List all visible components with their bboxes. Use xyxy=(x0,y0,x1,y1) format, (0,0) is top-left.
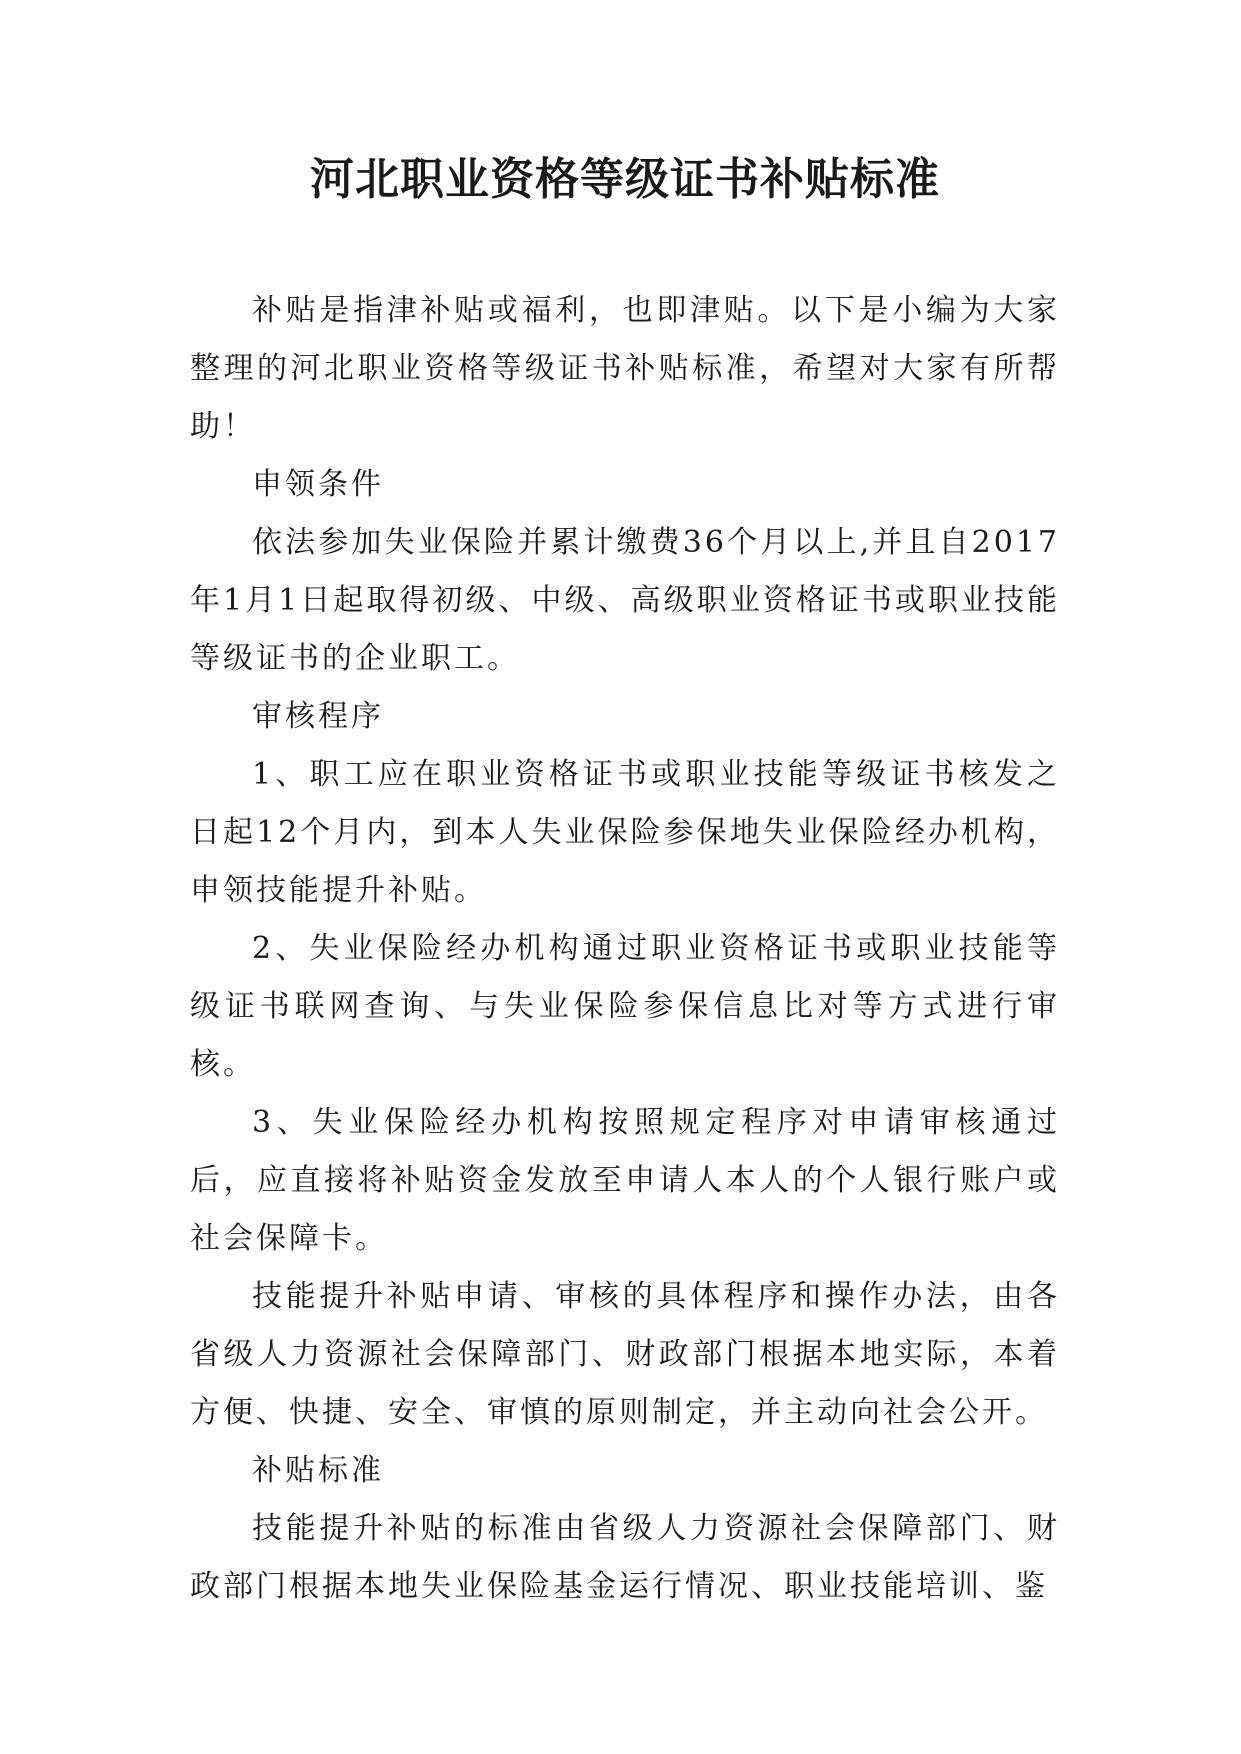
procedure-note-paragraph: 技能提升补贴申请、审核的具体程序和操作办法，由各省级人力资源社会保障部门、财政部门根据本地实际，本着方便、快捷、安全、审慎的原则制定，并主动向社会公开。 xyxy=(190,1279,1060,1430)
subsidy-standard-paragraph: 技能提升补贴的标准由省级人力资源社会保障部门、财政部门根据本地失业保险基金运行情况、职业技能培训、鉴 xyxy=(190,1511,1060,1604)
section-heading-subsidy-standard: 补贴标准 xyxy=(252,1453,384,1488)
document-body xyxy=(190,282,1060,1616)
document-title: 河北职业资格等级证书补贴标准 xyxy=(310,154,940,205)
procedure-step-3: 3、失业保险经办机构按照规定程序对申请审核通过后，应直接将补贴资金发放至申请人本人的个人银行账户或社会保障卡。 xyxy=(190,1105,1060,1256)
intro-paragraph: 补贴是指津补贴或福利，也即津贴。以下是小编为大家整理的河北职业资格等级证书补贴标准，希望对大家有所帮助！ xyxy=(190,293,1060,444)
section-heading-eligibility: 申领条件 xyxy=(252,467,384,502)
procedure-step-1: 1、职工应在职业资格证书或职业技能等级证书核发之日起12个月内，到本人失业保险参保地失业保险经办机构，申领技能提升补贴。 xyxy=(190,757,1060,908)
section-heading-review-procedure: 审核程序 xyxy=(252,699,384,734)
eligibility-paragraph: 依法参加失业保险并累计缴费36个月以上,并且自2017年1月1日起取得初级、中级、高级职业资格证书或职业技能等级证书的企业职工。 xyxy=(190,525,1060,676)
procedure-step-2: 2、失业保险经办机构通过职业资格证书或职业技能等级证书联网查询、与失业保险参保信息比对等方式进行审核。 xyxy=(190,931,1060,1082)
